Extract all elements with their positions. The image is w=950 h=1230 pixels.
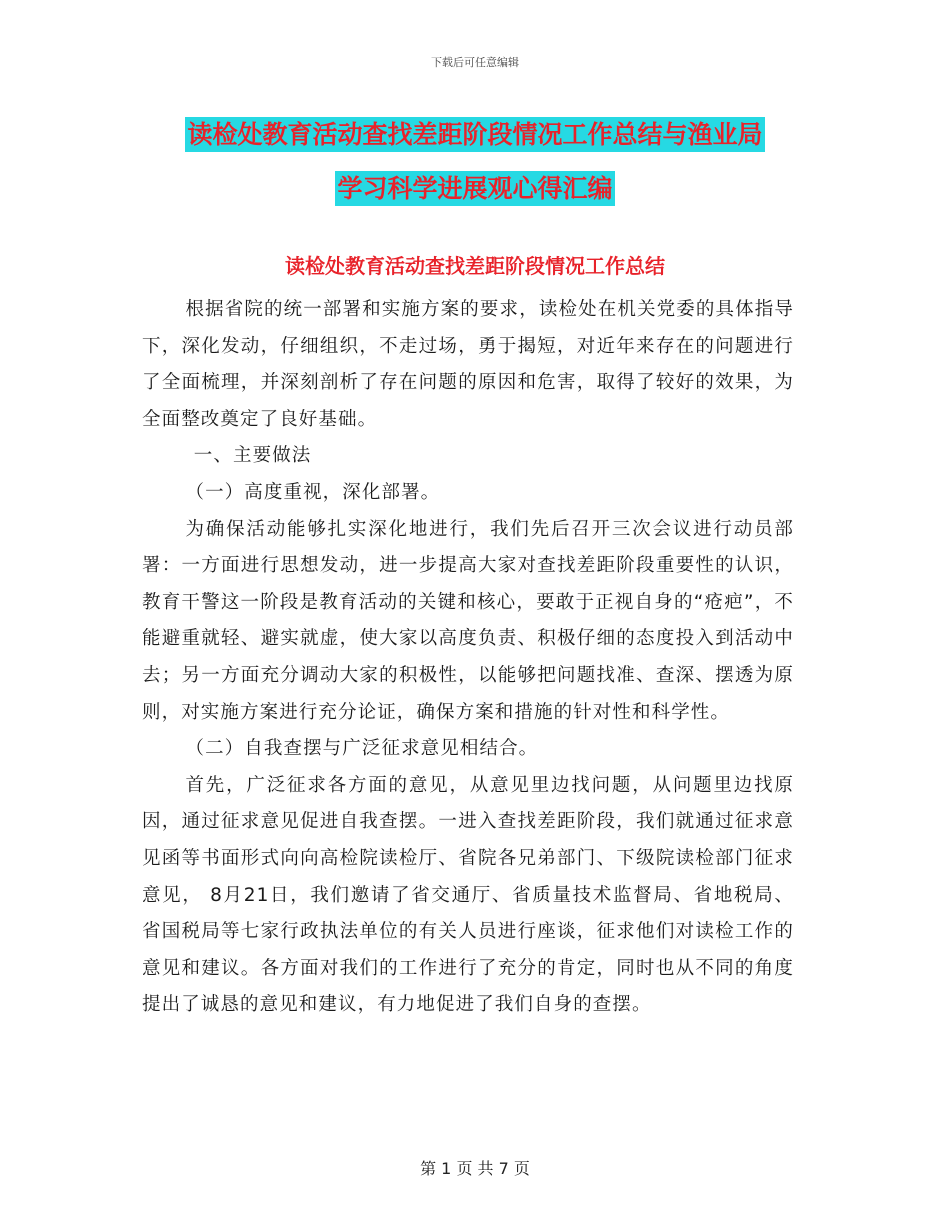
- title-line-1: 读检处教育活动查找差距阶段情况工作总结与渔业局: [185, 117, 764, 152]
- paragraph: 为确保活动能够扎实深化地进行，我们先后召开三次会议进行动员部署：一方面进行思想发动，进一步提高大家对查找差距阶段重要性的认识，教育干警这一阶段是教育活动的关键和核心，要敢于正视自身的“疮疤”，不能避重就轻、避实就虚，使大家以高度负责、积极仔细的态度投入到活动中去；另一方面充分调动大家的积极性，以能够把问题找准、查深、摆透为原则，对实施方案进行充分论证，确保方案和措施的针对性和科学性。: [142, 518, 794, 723]
- header-note: 下载后可任意编辑: [431, 56, 519, 69]
- page-number: 第 1 页 共 7 页: [420, 1159, 530, 1178]
- title-line-2: 学习科学进展观心得汇编: [335, 171, 614, 206]
- document-body: [142, 292, 794, 1024]
- sub-heading: （一）高度重视，深化部署。: [185, 481, 441, 503]
- section-heading: 一、主要做法: [193, 445, 312, 467]
- paragraph: 首先，广泛征求各方面的意见，从意见里边找问题，从问题里边找原因，通过征求意见促进自我查摆。一进入查找差距阶段，我们就通过征求意见函等书面形式向向高检院读检厅、省院各兄弟部门、下级院读检部门征求意见， 8月21日，我们邀请了省交通厅、省质量技术监督局、省地税局、省国税局等七家行政执法单位的有关人员进行座谈，征求他们对读检工作的意见和建议。各方面对我们的工作进行了充分的肯定，同时也从不同的角度提出了诚恳的意见和建议，有力地促进了我们自身的查摆。: [142, 774, 794, 1016]
- paragraph: 根据省院的统一部署和实施方案的要求，读检处在机关党委的具体指导下，深化发动，仔细组织，不走过场，勇于揭短，对近年来存在的问题进行了全面梳理，并深刻剖析了存在问题的原因和危害，取得了较好的效果，为全面整改奠定了良好基础。: [142, 299, 794, 430]
- sub-heading: （二）自我查摆与广泛征求意见相结合。: [185, 738, 539, 760]
- document-title: [140, 108, 810, 216]
- section-title: 读检处教育活动查找差距阶段情况工作总结: [285, 254, 665, 278]
